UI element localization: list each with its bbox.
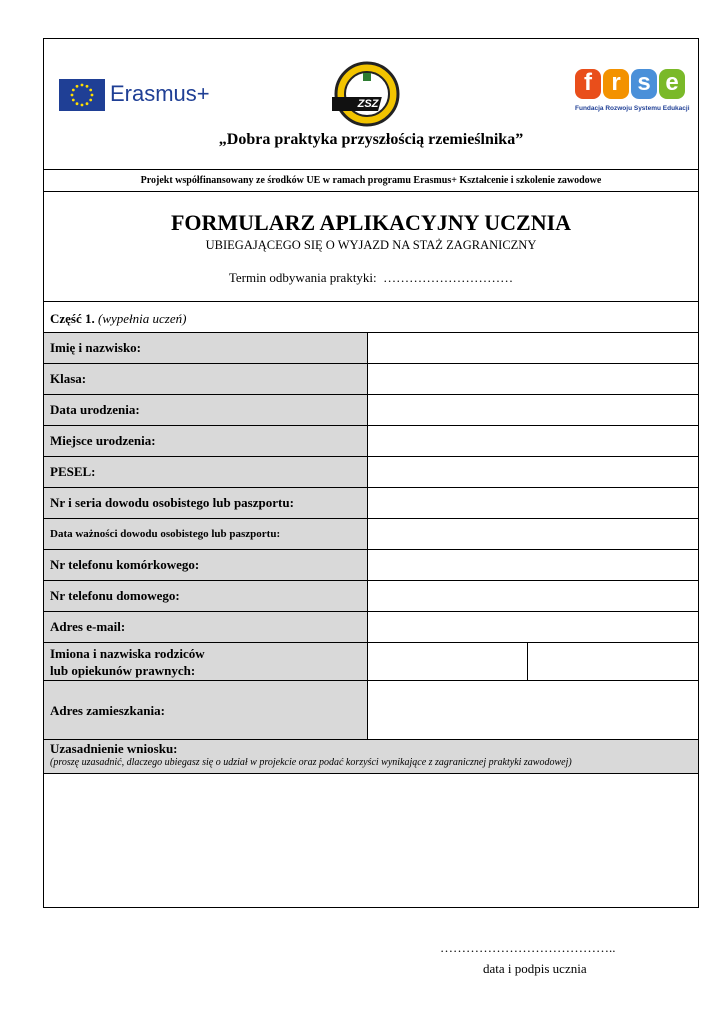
field-label-birth-date: Data urodzenia:	[44, 395, 368, 426]
frse-logo-letters	[575, 69, 685, 101]
project-motto: „Dobra praktyka przyszłością rzemieślnika”	[218, 131, 524, 148]
table-row	[44, 519, 699, 550]
table-row	[44, 457, 699, 488]
pesel-field[interactable]	[368, 457, 699, 488]
id-expiry-field[interactable]	[368, 519, 699, 550]
parents-label-line2: lub opiekunów prawnych:	[50, 662, 196, 678]
table-row	[44, 364, 699, 395]
erasmus-logo-text: Erasmus+	[110, 81, 210, 106]
class-field[interactable]	[368, 364, 699, 395]
mobile-phone-field[interactable]	[368, 550, 699, 581]
form-frame	[43, 38, 699, 908]
field-label-parents	[44, 643, 368, 681]
school-logo-text: ZSZ	[357, 98, 379, 110]
term-value[interactable]: …………………………	[383, 270, 514, 285]
field-label-address: Adres zamieszkania:	[44, 681, 368, 741]
table-row	[44, 426, 699, 457]
table-row	[44, 581, 699, 612]
signature-label: data i podpis ucznia	[483, 961, 587, 976]
frse-letter-e: e	[659, 69, 685, 99]
field-label-id-number: Nr i seria dowodu osobistego lub paszportu:	[44, 488, 368, 519]
divider	[44, 191, 698, 192]
cofinancing-note: Projekt współfinansowany ze środków UE w ramach programu Erasmus+ Kształcenie i szkolenie zawodowe	[140, 175, 602, 186]
parent-2-field[interactable]	[528, 643, 699, 681]
field-label-email: Adres e-mail:	[44, 612, 368, 643]
table-row	[44, 612, 699, 643]
field-label-id-expiry: Data ważności dowodu osobistego lub paszportu:	[44, 519, 368, 550]
field-label-pesel: PESEL:	[44, 457, 368, 488]
table-row	[44, 550, 699, 581]
table-row	[44, 488, 699, 519]
part-note: (wypełnia uczeń)	[98, 311, 187, 326]
field-label-mobile: Nr telefonu komórkowego:	[44, 550, 368, 581]
school-logo	[332, 59, 402, 129]
part-heading	[50, 311, 186, 327]
field-label-name: Imię i nazwisko:	[44, 333, 368, 364]
name-field[interactable]	[368, 333, 699, 364]
field-label-birth-place: Miejsce urodzenia:	[44, 426, 368, 457]
home-phone-field[interactable]	[368, 581, 699, 612]
erasmus-logo	[59, 79, 209, 111]
part-label: Część 1.	[50, 311, 95, 326]
table-row	[44, 681, 699, 741]
parents-label-line1: Imiona i nazwiska rodziców	[50, 645, 205, 661]
form-subtitle: UBIEGAJĄCEGO SIĘ O WYJAZD NA STAŻ ZAGRANICZNY	[205, 238, 537, 252]
form-title: FORMULARZ APLIKACYJNY UCZNIA	[170, 210, 572, 235]
field-label-home-phone: Nr telefonu domowego:	[44, 581, 368, 612]
term-label: Termin odbywania praktyki:	[228, 270, 377, 285]
frse-logo	[575, 69, 690, 119]
id-number-field[interactable]	[368, 488, 699, 519]
field-label-class: Klasa:	[44, 364, 368, 395]
student-data-table	[43, 332, 699, 741]
frse-letter-r: r	[603, 69, 629, 99]
frse-letter-f: f	[575, 69, 601, 99]
table-row	[44, 395, 699, 426]
divider	[44, 301, 698, 302]
parent-1-field[interactable]	[368, 643, 528, 681]
logos-row	[44, 39, 698, 129]
justification-header	[44, 739, 698, 774]
frse-logo-caption: Fundacja Rozwoju Systemu Edukacji	[575, 105, 690, 112]
frse-letter-s: s	[631, 69, 657, 99]
birth-date-field[interactable]	[368, 395, 699, 426]
address-field[interactable]	[368, 681, 699, 741]
eu-flag-icon	[59, 79, 105, 111]
justification-title: Uzasadnienie wniosku:	[50, 741, 178, 756]
email-field[interactable]	[368, 612, 699, 643]
table-row	[44, 333, 699, 364]
divider	[44, 169, 698, 170]
signature-line[interactable]: …………………………………..	[440, 940, 616, 955]
birth-place-field[interactable]	[368, 426, 699, 457]
justification-note: (proszę uzasadnić, dlaczego ubiegasz się o udział w projekcie oraz podać korzyści wynikające z zagranicznej praktyki zawodowej)	[50, 757, 572, 768]
internship-term	[44, 270, 698, 286]
justification-field[interactable]	[44, 774, 698, 907]
table-row	[44, 643, 699, 681]
